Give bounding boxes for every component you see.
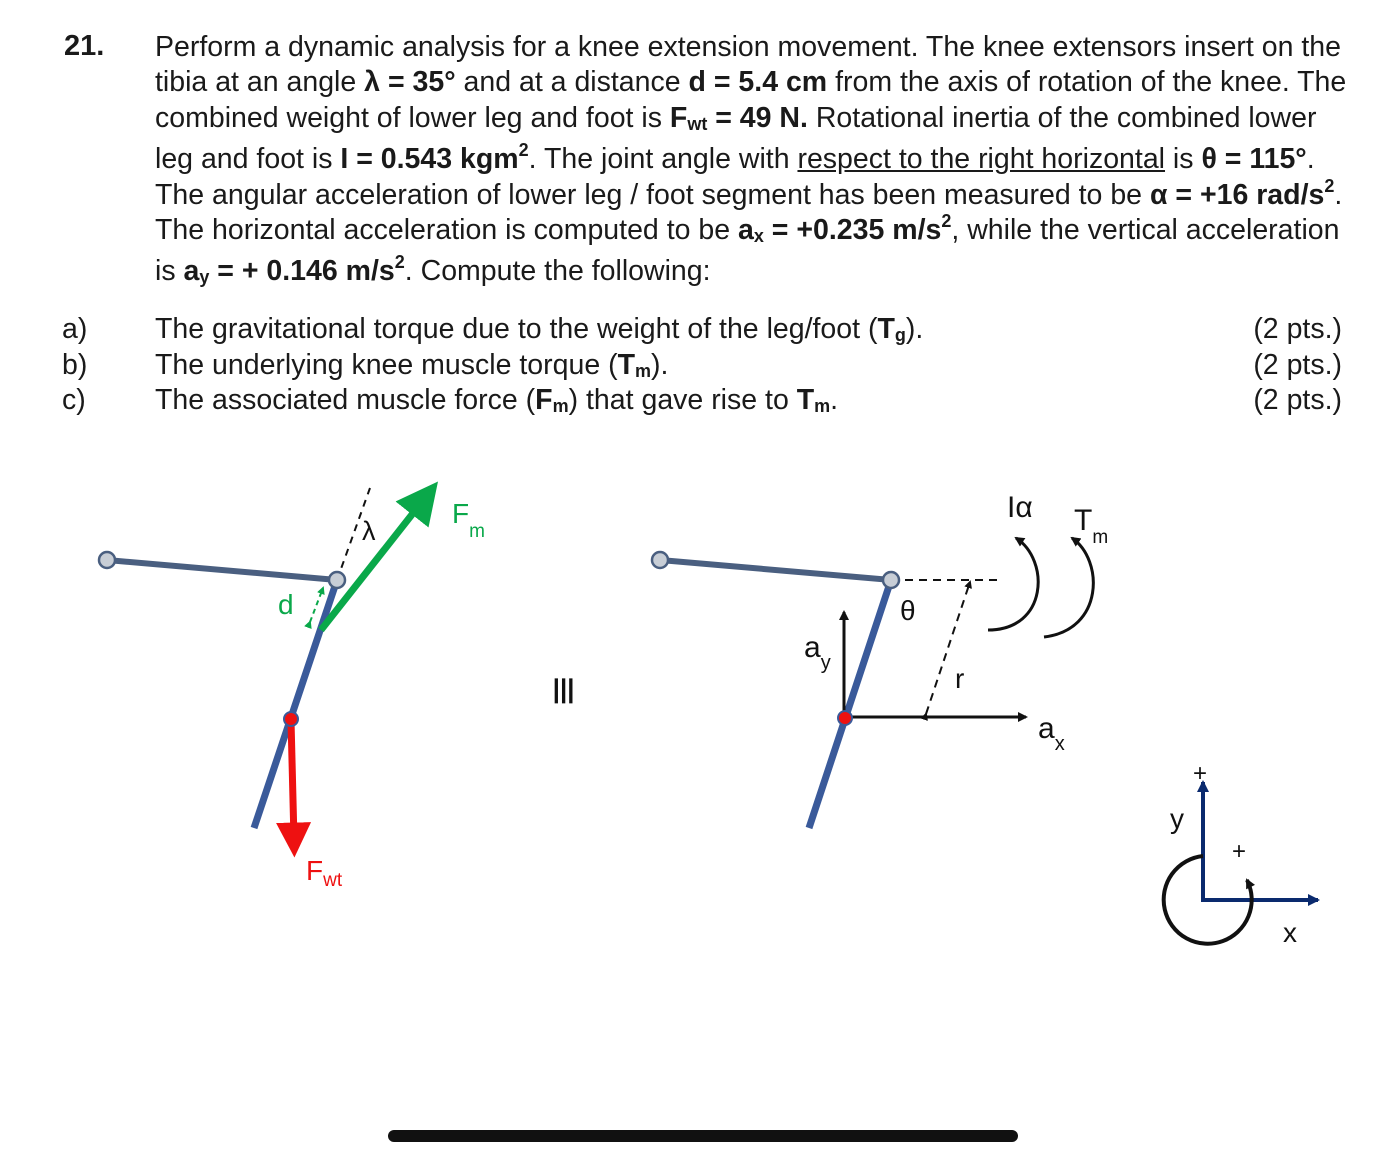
weight-value: = 49 N.	[707, 101, 808, 134]
underlined-text: respect to the right horizontal	[797, 143, 1166, 176]
theta-value: θ = 115°	[1201, 143, 1307, 176]
ay-symbol: $a_y$	[183, 255, 210, 288]
ax-symbol: $a_x$	[738, 214, 764, 247]
fwt-symbol: $F_{wt}$	[669, 101, 708, 134]
theta-label: θ	[900, 595, 916, 626]
part-text: The associated muscle force $(F_m)$ that gave rise to $T_m$.	[155, 384, 839, 416]
center-of-mass	[838, 711, 852, 725]
part-text: The gravitational torque due to the weight of the leg/foot $(T_g)$.	[155, 313, 924, 345]
left-diagram	[99, 488, 485, 891]
plus-rotation: +	[1232, 838, 1247, 865]
statement-text: . The joint angle with	[528, 143, 798, 176]
statement-text: , while the vertical acceleration is	[155, 214, 1340, 288]
part-label: a)	[62, 313, 88, 345]
inertia-value: I = 0.543 kgm$^2$	[340, 140, 529, 176]
ialpha-label: Iα	[1007, 491, 1033, 524]
part-points: (2 pts.)	[1253, 349, 1342, 381]
right-diagram	[652, 491, 1108, 828]
thigh-segment	[107, 560, 337, 580]
coordinate-axes	[1164, 760, 1318, 948]
distance-value: d = 5.4 cm	[688, 66, 828, 99]
hip-joint	[99, 552, 115, 568]
statement-text: . Compute the following:	[404, 255, 711, 288]
fwt-label: $F_{wt}$	[306, 855, 343, 891]
x-axis-label: x	[1283, 917, 1297, 948]
y-axis-label: y	[1170, 803, 1184, 834]
ax-value: = +0.235 $m/s^2$	[763, 211, 952, 247]
statement-text: . The angular acceleration of lower leg / foot segment has been measured to be	[155, 143, 1315, 211]
tm-label: $T_m$	[1074, 504, 1109, 548]
question-number: 21.	[64, 30, 105, 62]
r-label: r	[955, 663, 965, 694]
plus-y: +	[1193, 760, 1208, 787]
lambda-label: λ	[362, 516, 376, 546]
thigh-segment	[660, 560, 891, 580]
hip-joint	[652, 552, 668, 568]
equivalence-symbol: ≡	[541, 674, 587, 708]
part-text: The underlying knee muscle torque $(T_m)$.	[155, 349, 669, 381]
ax-label: $a_x$	[1038, 712, 1065, 755]
ay-value: = + 0.146 $m/s^2$	[209, 252, 405, 288]
statement-text: Perform a dynamic analysis for a knee extension movement. The knee extensors insert on the tibia at an angle	[155, 31, 1341, 99]
part-points: (2 pts.)	[1253, 313, 1342, 345]
statement-text: . The horizontal acceleration is computed to be	[155, 178, 1343, 247]
knee-joint	[329, 572, 345, 588]
knee-joint	[883, 572, 899, 588]
statement-text: is	[1165, 143, 1202, 176]
part-label: b)	[62, 349, 88, 381]
statement-text: from the axis of rotation of the knee. The combined weight of lower leg and foot is	[155, 66, 1347, 134]
statement-text: and at a distance	[455, 66, 689, 99]
r-vector	[926, 582, 970, 714]
statement-text: Rotational inertia of the combined lower leg and foot is	[155, 101, 1317, 176]
d-label: d	[278, 589, 294, 620]
part-points: (2 pts.)	[1253, 384, 1342, 416]
ialpha-arc	[988, 538, 1038, 630]
part-label: c)	[62, 384, 86, 416]
tibia-segment	[809, 580, 891, 828]
home-indicator[interactable]	[388, 1130, 1018, 1142]
fm-label: $F_m$	[452, 498, 485, 542]
fwt-arrow	[291, 720, 294, 840]
lambda-value: λ = 35°	[364, 66, 456, 99]
tm-arc	[1044, 538, 1093, 637]
ay-label: $a_y$	[804, 631, 831, 674]
center-of-mass	[284, 712, 298, 726]
alpha-value: α = +16 rad/$s^2$	[1149, 175, 1335, 211]
